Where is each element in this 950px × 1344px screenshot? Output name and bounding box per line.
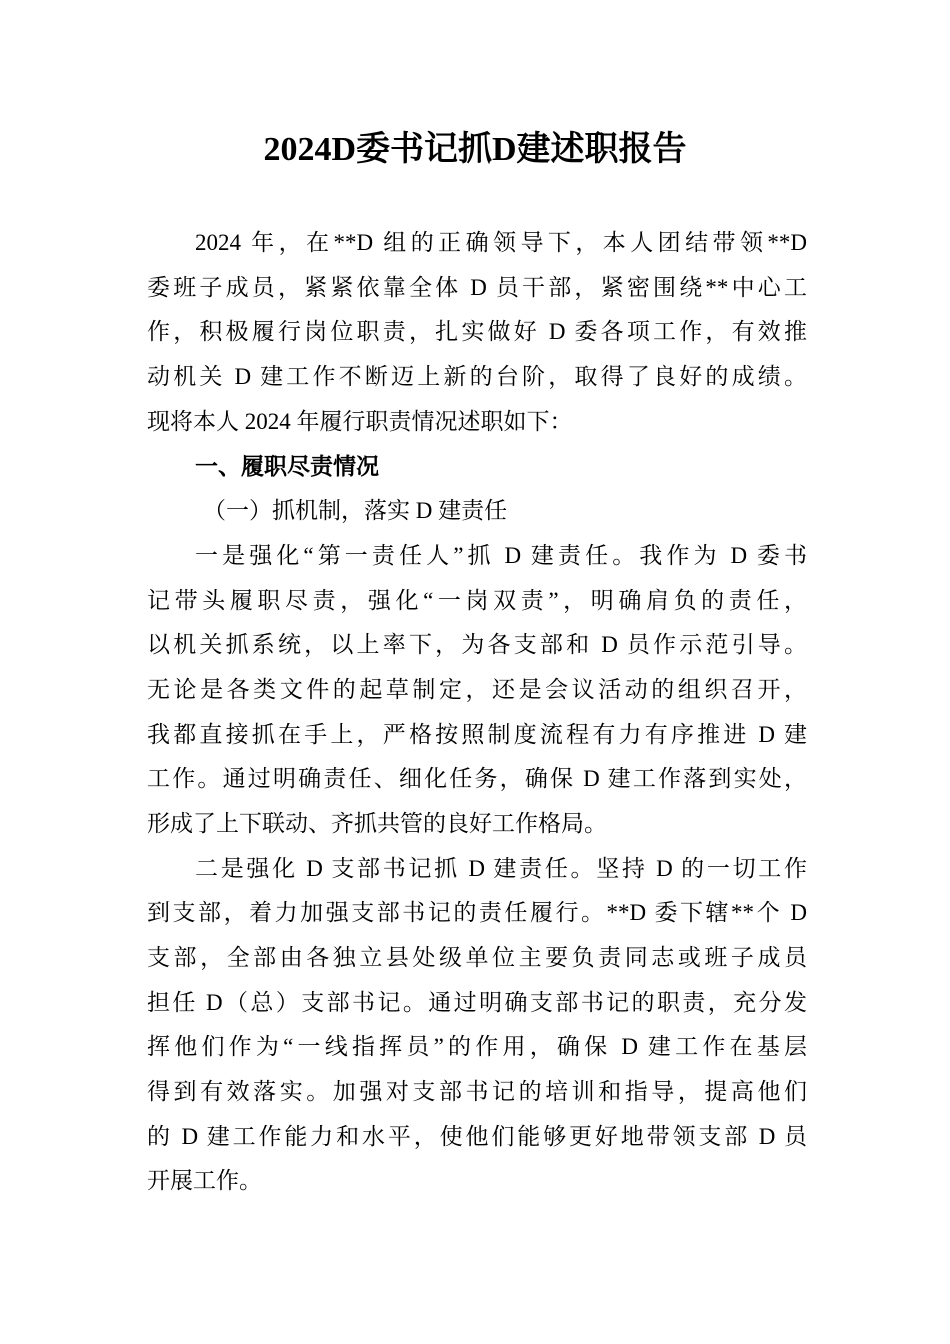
text-line: 工作。通过明确责任、细化任务，确保 D 建工作落到实处， (147, 766, 807, 792)
paragraph (147, 221, 807, 444)
text-line: 委班子成员，紧紧依靠全体 D 员干部，紧密围绕**中心工 (147, 274, 807, 300)
text-line: 现将本人 2024 年履行职责情况述职如下： (147, 408, 573, 434)
text-line: 支部，全部由各独立县处级单位主要负责同志或班子成员 (147, 945, 807, 970)
document-title: 2024D委书记抓D建述职报告 (263, 131, 687, 168)
text-line: 二是强化 D 支部书记抓 D 建责任。坚持 D 的一切工作 (195, 855, 807, 881)
text-line: 我都直接抓在手上，严格按照制度流程有力有序推进 D 建 (147, 721, 807, 747)
text-line: 挥他们作为“一线指挥员”的作用，确保 D 建工作在基层 (147, 1034, 807, 1060)
text-line: 的 D 建工作能力和水平，使他们能够更好地带领支部 D 员 (147, 1123, 807, 1149)
text-line: 形成了上下联动、齐抓共管的良好工作格局。 (147, 810, 607, 836)
text-line: 无论是各类文件的起草制定，还是会议活动的组织召开， (147, 676, 807, 702)
paragraph (147, 534, 807, 847)
text-line: 得到有效落实。加强对支部书记的培训和指导，提高他们 (147, 1079, 807, 1105)
paragraph (147, 847, 807, 1205)
text-line: 担任 D（总）支部书记。通过明确支部书记的职责，充分发 (147, 989, 807, 1015)
text-line: 一、履职尽责情况 (195, 453, 379, 480)
document-body (147, 221, 807, 1204)
text-line: （一）抓机制，落实 D 建责任 (203, 498, 508, 524)
section-heading (147, 444, 807, 489)
text-line: 2024 年，在**D 组的正确领导下，本人团结带领**D (195, 230, 807, 255)
text-line: 开展工作。 (147, 1168, 262, 1194)
text-line: 动机关 D 建工作不断迈上新的台阶，取得了良好的成绩。 (147, 364, 807, 390)
subsection-heading (147, 489, 807, 534)
text-line: 记带头履职尽责，强化“一岗双责”，明确肩负的责任， (147, 587, 807, 613)
text-line: 作，积极履行岗位职责，扎实做好 D 委各项工作，有效推 (147, 319, 807, 345)
text-line: 到支部，着力加强支部书记的责任履行。**D 委下辖**个 D (147, 900, 807, 926)
text-line: 一是强化“第一责任人”抓 D 建责任。我作为 D 委书 (195, 542, 807, 568)
text-line: 以机关抓系统，以上率下，为各支部和 D 员作示范引导。 (147, 632, 807, 658)
